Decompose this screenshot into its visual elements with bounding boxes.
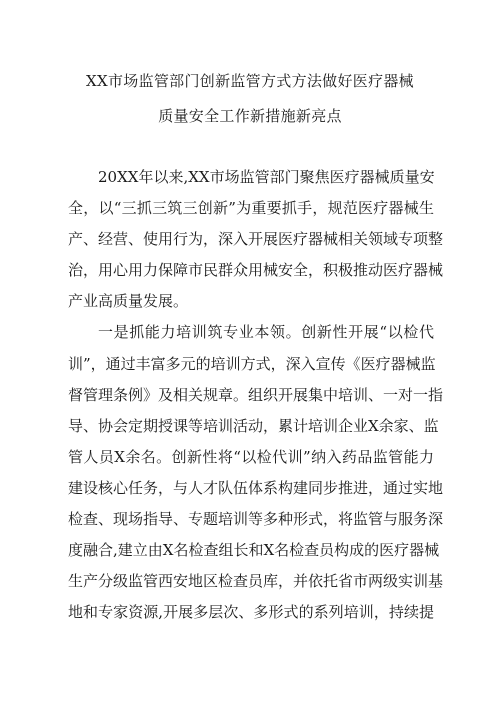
text-line: 治，用心用力保障市民群众用械安全，积极推动医疗器械 xyxy=(68,261,444,280)
paragraph-intro xyxy=(68,162,444,317)
text-line: 全，以“三抓三筑三创新”为重要抓手，规范医疗器械生 xyxy=(68,199,434,218)
text-line: 产业高质量发展。 xyxy=(68,292,189,311)
text-line: 20XX年以来,XX市场监管部门聚焦医疗器械质量安 xyxy=(98,168,435,186)
text-line: 建设核心任务，与人才队伍体系构建同步推进，通过实地 xyxy=(68,478,444,497)
text-line: 生产分级监管西安地区检查员库，并依托省市两级实训基 xyxy=(68,572,444,591)
text-line: 地和专家资源,开展多层次、多形式的系列培训，持续提 xyxy=(68,603,434,622)
document-title-line-2: 质量安全工作新措施新亮点 xyxy=(158,107,342,125)
document-body xyxy=(68,162,444,628)
text-line: 度融合,建立由X名检查组长和X名检查员构成的医疗器械 xyxy=(68,541,440,560)
text-line: 产、经营、使用行为，深入开展医疗器械相关领域专项整 xyxy=(68,230,444,249)
document-title-line-1: XX市场监管部门创新监管方式方法做好医疗器械 xyxy=(86,72,414,90)
text-line: 训”，通过丰富多元的培训方式，深入宣传《医疗器械监 xyxy=(68,354,436,373)
text-line: 管人员X余名。创新性将“以检代训”纳入药品监管能力 xyxy=(68,447,434,466)
text-line: 督管理条例》及相关规章。组织开展集中培训、一对一指 xyxy=(68,385,444,404)
paragraph-capability-training xyxy=(68,317,444,628)
text-line: 导、协会定期授课等培训活动，累计培训企业X余家、监 xyxy=(68,416,439,435)
text-line: 一是抓能力培训筑专业本领。创新性开展“以检代 xyxy=(98,323,434,342)
text-line: 检查、现场指导、专题培训等多种形式，将监管与服务深 xyxy=(68,510,444,529)
